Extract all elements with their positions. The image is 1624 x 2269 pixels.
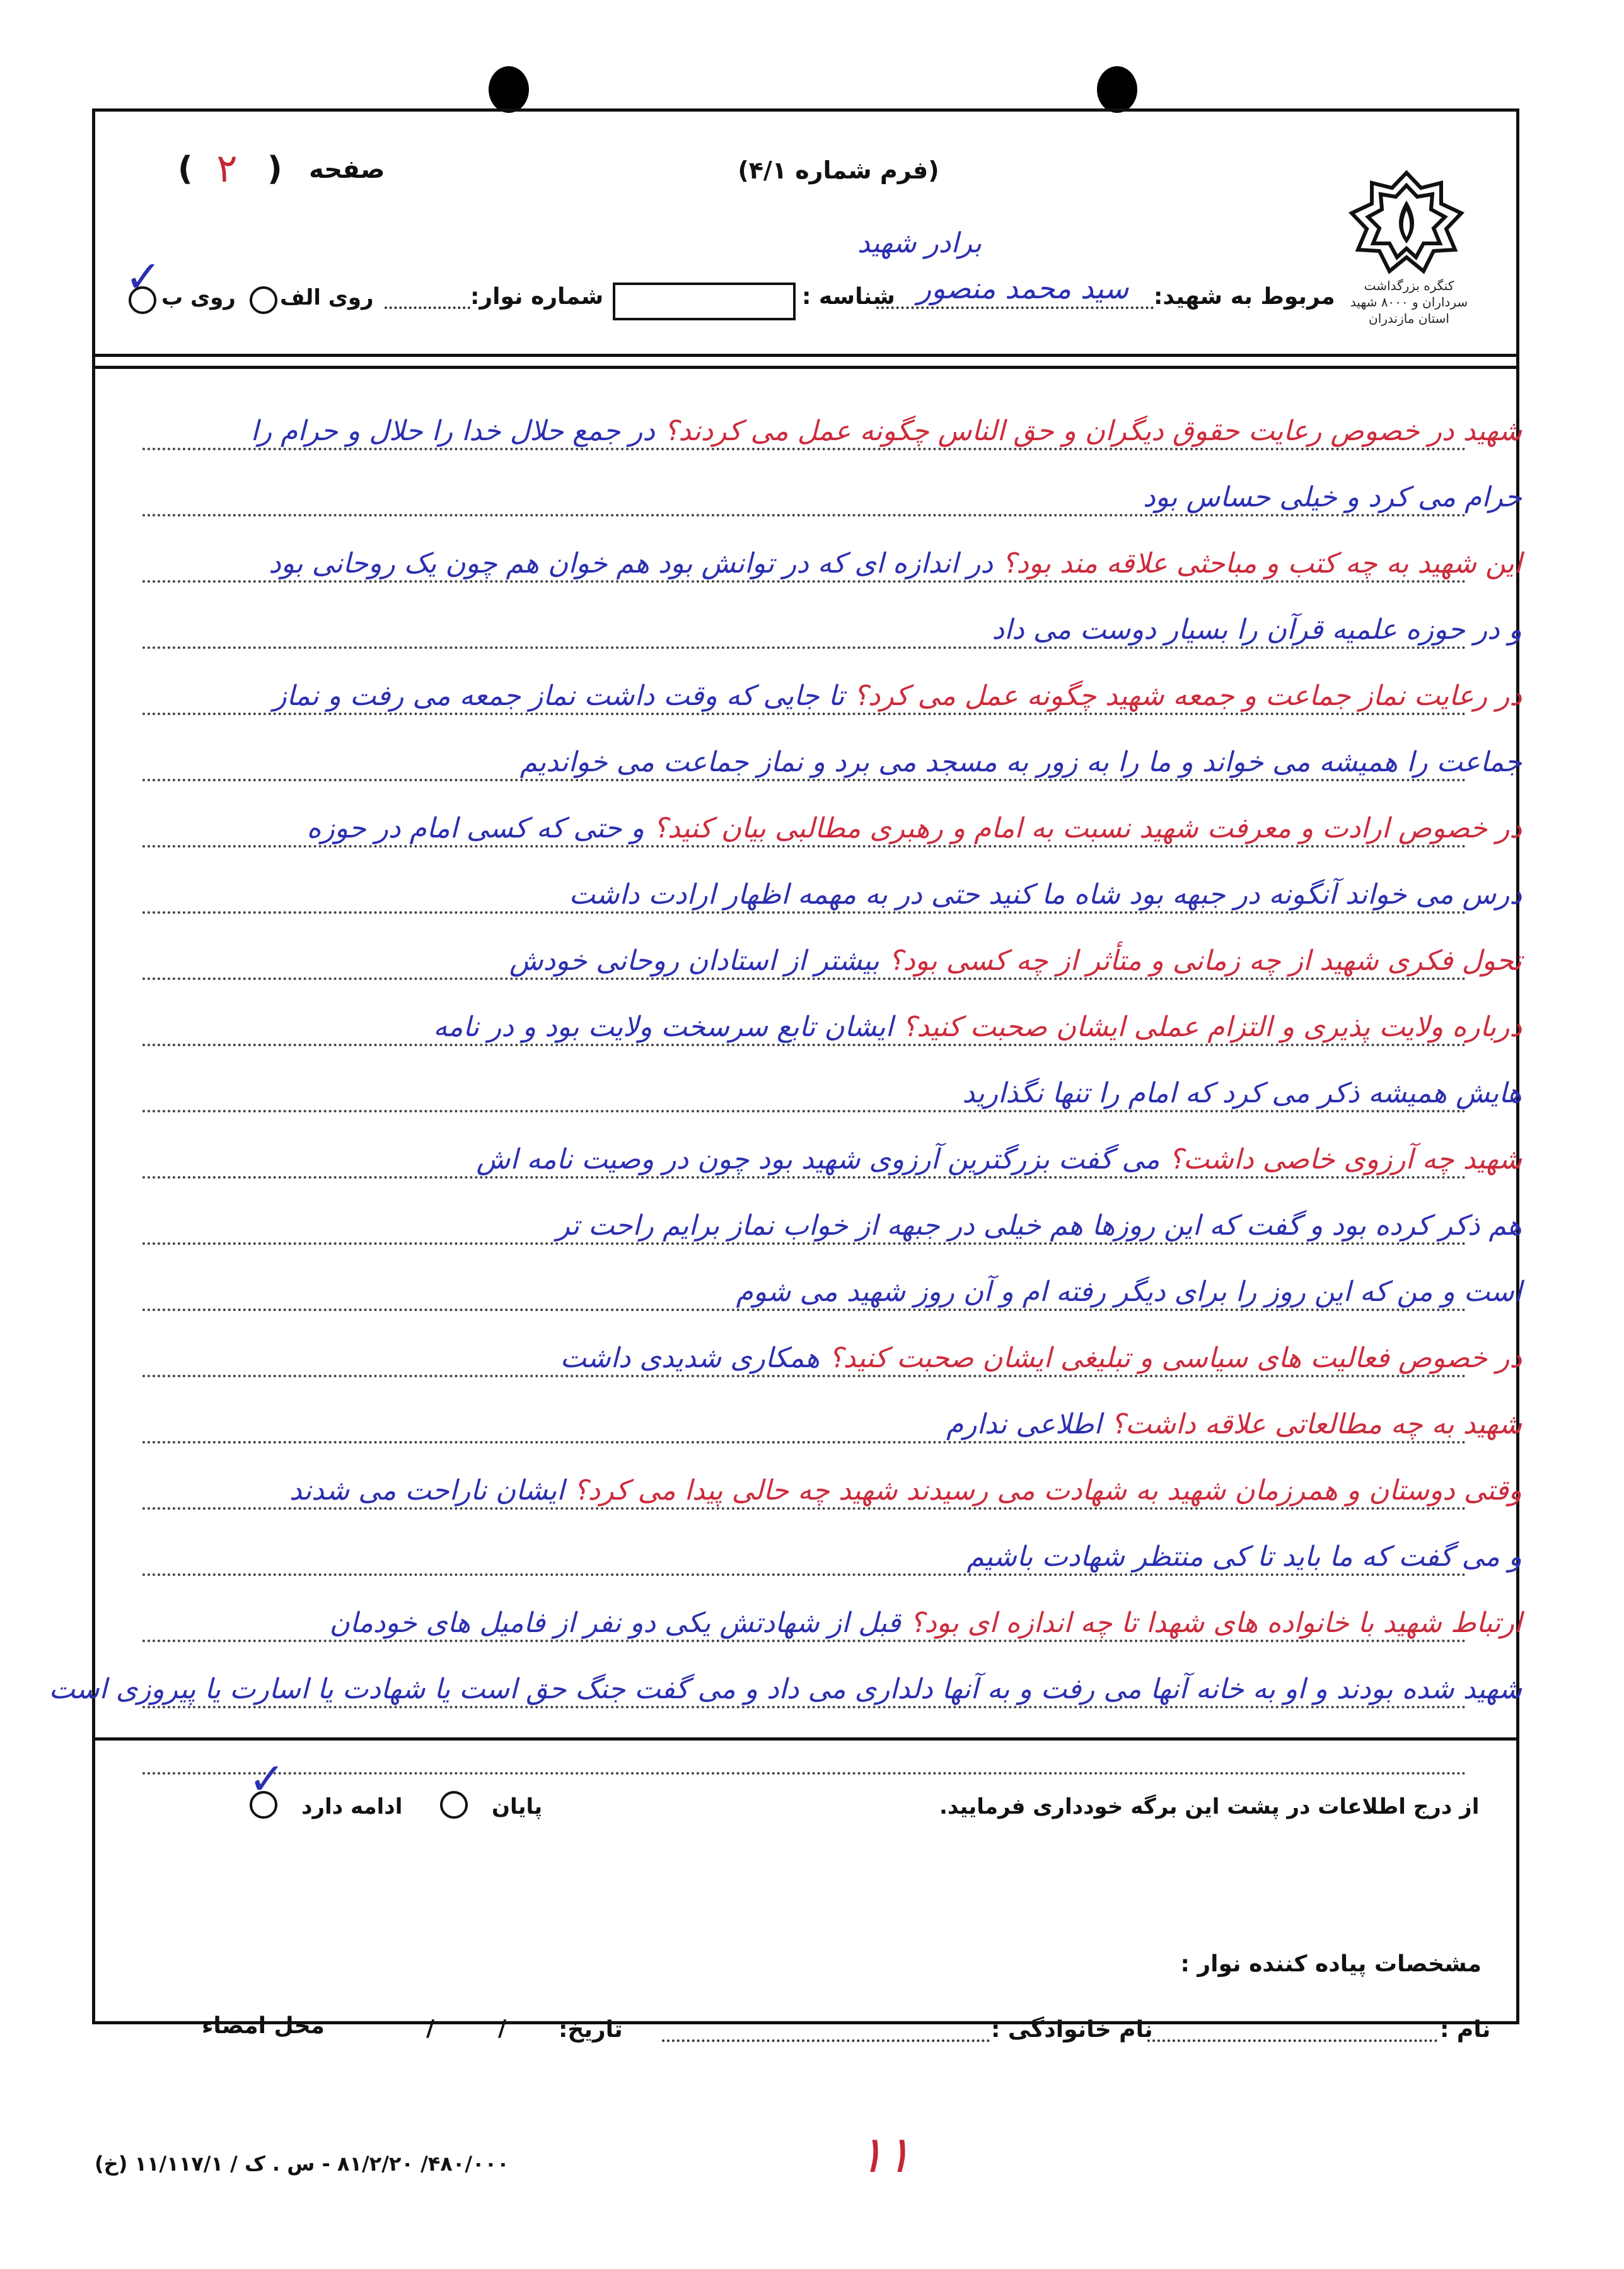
martyr-name-dots [876,306,1154,309]
answer-line [95,1529,1522,1585]
answer-line [95,1198,1522,1254]
transcriber-specs-title: مشخصات پیاده کننده نوار : [1180,1951,1482,1977]
continue-label: ادامه دارد [301,1794,403,1819]
answer-line [95,1463,1522,1519]
question-text: این شهید به چه کتب و مباحثی علاقه مند بود؟ [1001,547,1522,580]
name-dots[interactable] [1147,2039,1437,2042]
answer-text: ایشان ناراحت می شدند [289,1474,574,1507]
question-text: شهید به چه مطالعاتی علاقه داشت؟ [1110,1408,1522,1440]
martyr-label: مربوط به شهید: [1154,284,1335,310]
question-text: شهید در خصوص رعایت حقوق دیگران و حق الناس چگونه عمل می کردند؟ [663,415,1522,447]
question-text: در رعایت نماز جماعت و جمعه شهید چگونه عمل می کرد؟ [853,680,1522,712]
answer-text: هایش همیشه ذکر می کرد که امام را تنها نگذارید [962,1077,1522,1109]
answer-text: هم ذکر کرده بود و گفت که این روزها هم خیلی در جبهه از خواب نماز برایم راحت تر [556,1210,1522,1242]
answer-text: جماعت را همیشه می خواند و ما را به زور به مسجد می برد و نماز جماعت می خواندیم [519,746,1522,778]
question-text: تحول فکری شهید از چه زمانی و متأثر از چه کسی بود؟ [888,945,1522,977]
answer-line [95,1132,1522,1187]
answer-line [95,668,1522,724]
name-label: نام : [1440,2017,1491,2043]
family-dots[interactable] [662,2039,990,2042]
date-slash-2: / [426,2015,435,2041]
answer-line [95,602,1522,658]
end-label: پایان [492,1794,543,1819]
date-label: تاریخ: [559,2017,623,2043]
answer-text: بیشتر از استادان روحانی خودش [509,945,888,977]
answer-line [95,536,1522,592]
handwritten-page-number: ۱۱ [857,2125,912,2184]
answer-text: شهید شده بودند و او به خانه آنها می رفت و به آنها دلداری می داد و می گفت جنگ حق است یا شهادت یا اسارت یا پیروزی است [49,1673,1522,1705]
martyr-name-handwritten[interactable]: سید محمد منصور [917,271,1129,305]
page-label: صفحه [309,155,385,184]
tape-label: شماره نوار: [470,284,604,310]
answer-line [95,1397,1522,1452]
answer-line [95,1000,1522,1055]
side-b-label: روی ب [161,285,236,310]
logo-caption: کنگره بزرگداشت سرداران و ۸۰۰۰ شهید استان مازندران [1350,278,1468,326]
answer-text: همکاری شدیدی داشت [560,1342,829,1374]
answer-text: قبل از شهادتش یکی دو نفر از فامیل های خودمان [329,1607,910,1639]
id-field[interactable] [613,283,796,320]
id-label: شناسه : [802,284,895,310]
answer-text: است و من که این روز را برای دیگر رفته ام و آن روز شهید می شوم [736,1276,1522,1308]
end-radio[interactable] [440,1791,468,1819]
tape-number-dots [385,306,470,309]
page-bracket-close: ) [178,150,193,188]
answer-line [95,1331,1522,1386]
side-a-label: روی الف [280,285,374,310]
answer-text: می گفت بزرگترین آرزوی شهید بود چون در وصیت نامه اش [476,1143,1169,1175]
family-label: نام خانوادگی : [991,2017,1153,2043]
answer-line [95,470,1522,525]
answer-text: و حتی که کسی امام در حوزه [306,812,653,844]
answer-text: حرام می کرد و خیلی حساس بود [1142,481,1522,513]
back-page-notice: از درج اطلاعات در پشت این برگه خودداری فرمایید. [939,1794,1480,1819]
continue-check-icon: ✓ [248,1753,286,1805]
question-text: در خصوص ارادت و معرفت شهید نسبت به امام و رهبری مطالبی بیان کنید؟ [652,812,1522,844]
punch-hole-left [489,66,529,113]
answer-text: در جمع حلال خدا را حلال و حرام را [250,415,664,447]
side-b-check-icon: ✓ [125,251,162,303]
congress-emblem-icon [1347,169,1466,276]
answer-line [95,1264,1522,1320]
question-text: وقتی دوستان و همرزمان شهید به شهادت می رسیدند شهید چه حالی پیدا می کرد؟ [573,1474,1522,1507]
relation-handwritten: برادر شهید [857,227,982,259]
page-bracket-open: ( [267,150,282,188]
answer-line [95,1595,1522,1651]
answer-text: اطلاعی ندارم [946,1408,1111,1440]
question-text: درباره ولایت پذیری و التزام عملی ایشان صحبت کنید؟ [902,1011,1522,1043]
answer-text: در اندازه ای که در توانش بود هم خوان هم چون یک روحانی بود [269,547,1002,580]
answer-line [95,801,1522,856]
page-number: ۲ [216,145,238,191]
answer-text: و می گفت که ما باید تا کی منتظر شهادت باشیم [966,1541,1522,1573]
form-header [92,108,1519,357]
ruled-line [142,1772,1466,1775]
answer-line [95,867,1522,923]
signature-label: محل امضاء [202,2013,325,2039]
answer-line [95,1066,1522,1121]
answer-line [49,1662,1522,1717]
side-a-radio[interactable] [250,286,277,314]
answer-line [95,404,1522,459]
answer-text: تا جایی که وقت داشت نماز جمعه می رفت و نماز [273,680,854,712]
question-text: در خصوص فعالیت های سیاسی و تبلیغی ایشان صحبت کنید؟ [828,1342,1522,1374]
answer-text: ایشان تابع سرسخت ولایت بود و در نامه [433,1011,902,1043]
answer-text: درس می خواند آنگونه در جبهه بود شاه ما کنید حتی در به مهمه اظهار ارادت داشت [569,878,1522,911]
date-slash-1: / [498,2015,507,2041]
answer-line [95,933,1522,989]
form-code: (خ) ۴۸۰/۰۰۰/ ۸۱/۲/۲۰ - س . ک / ۱۱/۱۱۷/۱ [95,2152,509,2176]
question-text: ارتباط شهید با خانواده های شهدا تا چه اندازه ای بود؟ [909,1607,1522,1639]
punch-hole-right [1097,66,1137,113]
form-number: (فرم شماره ۴/۱) [738,156,939,184]
question-text: شهید چه آرزوی خاصی داشت؟ [1168,1143,1522,1175]
answer-text: و در حوزه علمیه قرآن را بسیار دوست می داد [992,614,1522,646]
answer-line [95,735,1522,790]
